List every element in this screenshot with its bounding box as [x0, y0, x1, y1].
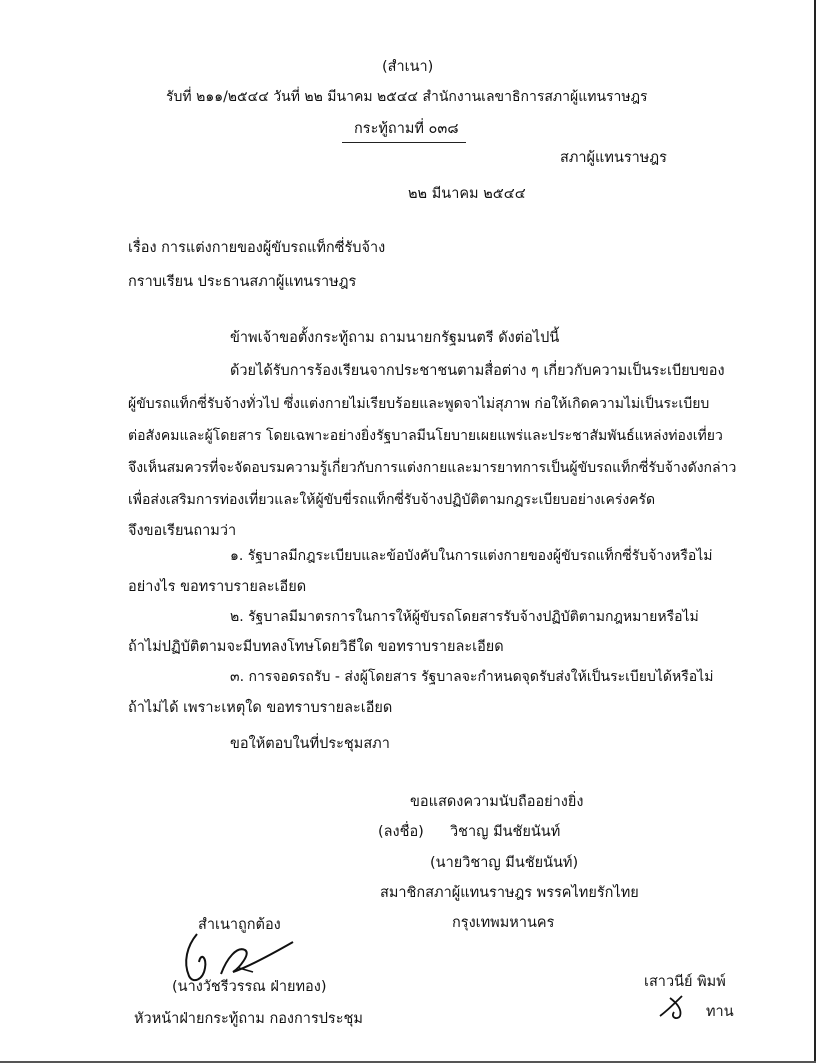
position: สมาชิกสภาผู้แทนราษฎร พรรคไทยรักไทย — [380, 885, 639, 901]
checker-initials — [656, 992, 696, 1022]
question-3-cont: ถ้าไม่ได้ เพราะเหตุใด ขอทราบรายละเอียด — [128, 700, 393, 716]
question-3: ๓. การจอดรถรับ - ส่งผู้โดยสาร รัฐบาลจะกำหนดจุดรับส่งให้เป็นระเบียบได้หรือไม่ — [230, 669, 714, 685]
question-2: ๒. รัฐบาลมีมาตรการในการให้ผู้ขับรถโดยสารรับจ้างปฏิบัติตามกฎหมายหรือไม่ — [230, 609, 699, 625]
certifier-name: (นางวัชรีวรรณ ฝ่ายทอง) — [172, 979, 327, 995]
question-number-underline — [342, 142, 466, 143]
signed-label: (ลงชื่อ) — [378, 824, 424, 840]
body-line: จึงเห็นสมควรที่จะจัดอบรมความรู้เกี่ยวกับการแต่งกายและมารยาทการเป็นผู้ขับรถแท็กซี่รับจ้างดังกล่าว — [128, 460, 737, 476]
question-1-cont: อย่างไร ขอทราบรายละเอียด — [128, 579, 307, 595]
closing-request: ขอให้ตอบในที่ประชุมสภา — [230, 736, 390, 752]
copy-mark: (สำเนา) — [382, 59, 434, 75]
institution: สภาผู้แทนราษฎร — [560, 150, 667, 166]
checker-label: ทาน — [706, 1004, 734, 1020]
received-line: รับที่ ๒๑๑/๒๕๔๔ วันที่ ๒๒ มีนาคม ๒๕๔๔ สำนักงานเลขาธิการสภาผู้แทนราษฎร — [166, 89, 648, 105]
signed-name: วิชาญ มีนชัยนันท์ — [450, 824, 561, 840]
province: กรุงเทพมหานคร — [452, 915, 555, 931]
typist-name: เสาวนีย์ พิมพ์ — [644, 974, 726, 990]
regards: ขอแสดงความนับถืออย่างยิ่ง — [410, 794, 584, 810]
body-line: ผู้ขับรถแท็กซี่รับจ้างทั่วไป ซึ่งแต่งกายไม่เรียบร้อยและพูดจาไม่สุภาพ ก่อให้เกิดความไม่เป็นระเบียบ — [128, 396, 710, 412]
certification-label: สำเนาถูกต้อง — [198, 917, 281, 933]
body-line: เพื่อส่งเสริมการท่องเที่ยวและให้ผู้ขับขี่รถแท็กซี่รับจ้างปฏิบัติตามกฎระเบียบอย่างเคร่งครัด — [128, 492, 656, 508]
question-number: กระทู้ถามที่ ๐๓๘ — [354, 121, 459, 137]
question-1: ๑. รัฐบาลมีกฎระเบียบและข้อบังคับในการแต่งกายของผู้ขับรถแท็กซี่รับจ้างหรือไม่ — [230, 548, 713, 564]
body-line: จึงขอเรียนถามว่า — [128, 523, 237, 539]
subject: เรื่อง การแต่งกายของผู้ขับรถแท็กซี่รับจ้าง — [128, 240, 386, 256]
full-name: (นายวิชาญ มีนชัยนันท์) — [430, 855, 579, 871]
letter-date: ๒๒ มีนาคม ๒๕๔๔ — [408, 186, 526, 202]
question-2-cont: ถ้าไม่ปฏิบัติตามจะมีบทลงโทษโดยวิธีใด ขอทราบรายละเอียด — [128, 639, 504, 655]
body-line: ด้วยได้รับการร้องเรียนจากประชาชนตามสื่อต่าง ๆ เกี่ยวกับความเป็นระเบียบของ — [230, 363, 725, 379]
certifier-title: หัวหน้าฝ่ายกระทู้ถาม กองการประชุม — [134, 1011, 363, 1027]
body-line: ต่อสังคมและผู้โดยสาร โดยเฉพาะอย่างยิ่งรัฐบาลมีนโยบายเผยแพร่และประชาสัมพันธ์แหล่งท่องเที่ยว — [128, 428, 723, 444]
salutation: กราบเรียน ประธานสภาผู้แทนราษฎร — [128, 274, 357, 290]
body-intro: ข้าพเจ้าขอตั้งกระทู้ถาม ถามนายกรัฐมนตรี ดังต่อไปนี้ — [230, 330, 560, 346]
